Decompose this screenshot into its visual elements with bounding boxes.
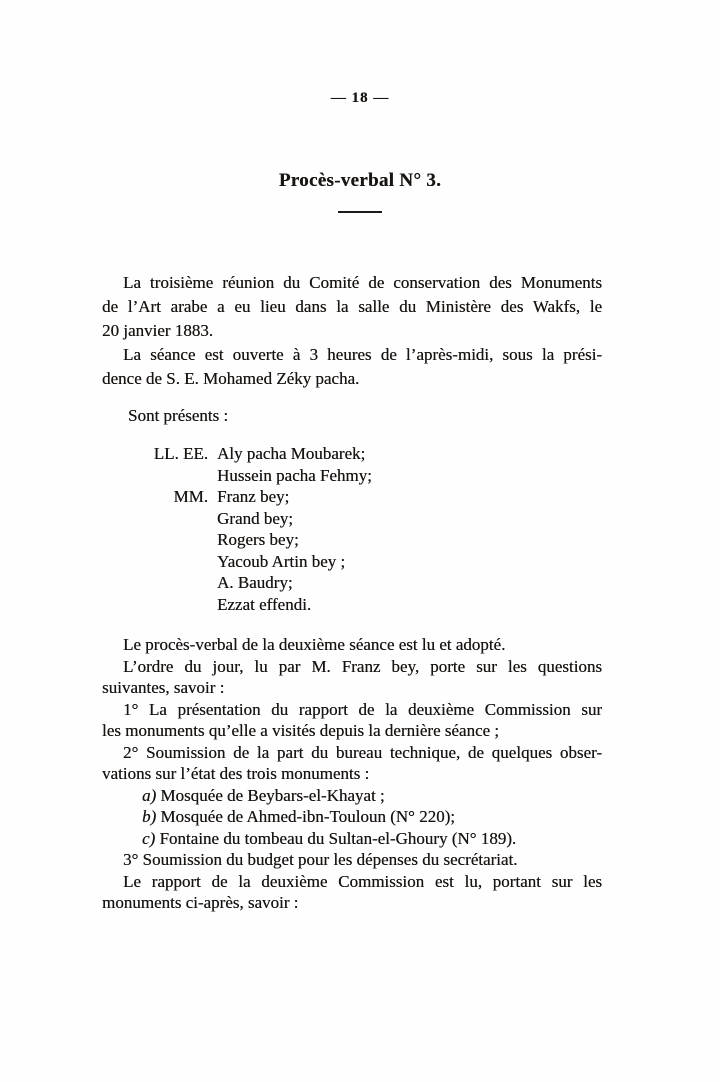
text-line: 1° La présentation du rapport de la deuxième Commission sur [123,699,602,719]
text-line: Le procès-verbal de la deuxième séance est lu et adopté. [123,635,506,654]
attendees-heading: Sont présents : [128,406,229,425]
text-line: vations sur l’état des trois monuments : [102,764,370,783]
attendee-label: LL. EE. [153,444,208,463]
attendee-row [102,508,602,530]
item-marker: a) [142,785,157,805]
monument-item [102,806,602,828]
document-title: Procès-verbal N° 3. [278,170,442,191]
attendee-row [102,486,602,508]
text-line: les monuments qu’elle a visités depuis la dernière séance ; [102,721,500,740]
page-number: — 18 — [330,90,390,106]
text-line: La séance est ouverte à 3 heures de l’après-midi, sous la prési- [123,345,602,364]
attendee-row [102,551,602,573]
text-line: L’ordre du jour, lu par M. Franz bey, porte sur les questions [123,656,602,676]
text-line: dence de S. E. Mohamed Zéky pacha. [102,369,360,388]
intro-paragraphs [102,271,602,391]
monument-item [102,785,602,807]
item-text: Mosquée de Ahmed-ibn-Touloun (N° 220); [160,807,455,826]
attendee-name: Rogers bey; [217,530,299,549]
attendees-list [102,443,602,615]
attendee-name: Ezzat effendi. [217,594,312,614]
text-line: 3° Soumission du budget pour les dépenses du secrétariat. [123,850,518,869]
attendee-row [102,594,602,616]
attendee-row [102,443,602,465]
text-line: La troisième réunion du Comité de conservation des Monuments [123,273,602,292]
attendee-name: Yacoub Artin bey ; [217,551,346,571]
attendee-row [102,465,602,487]
attendee-label [102,594,217,616]
attendee-label [102,572,217,594]
attendee-name: Hussein pacha Fehmy; [217,465,372,485]
item-text: Mosquée de Beybars-el-Khayat ; [160,785,385,805]
text-line: 20 janvier 1883. [102,321,213,340]
attendee-label [102,551,217,573]
attendee-name: Grand bey; [217,508,294,528]
text-line: de l’Art arabe a eu lieu dans la salle du Ministère des Wakfs, le [102,297,602,316]
text-line: monuments ci-après, savoir : [102,893,299,912]
item-marker: b) [142,807,157,826]
item-marker: c) [142,828,156,848]
attendee-label [102,508,217,530]
text-line: suivantes, savoir : [102,678,225,697]
attendee-label [102,529,217,551]
attendee-row [102,572,602,594]
text-line: Le rapport de la deuxième Commission est lu, portant sur les [123,871,602,891]
text-line: 2° Soumission de la part du bureau technique, de quelques obser- [123,742,602,762]
proceedings-paragraphs [102,634,602,914]
monument-item [102,828,602,850]
attendee-label: MM. [173,487,208,506]
title-divider [338,211,382,213]
item-text: Fontaine du tombeau du Sultan-el-Ghoury (N° 189). [159,828,517,848]
attendee-row [102,529,602,551]
attendee-name: Franz bey; [217,487,290,506]
attendee-name: Aly pacha Moubarek; [217,444,366,463]
attendee-name: A. Baudry; [217,573,293,592]
attendee-label [102,465,217,487]
